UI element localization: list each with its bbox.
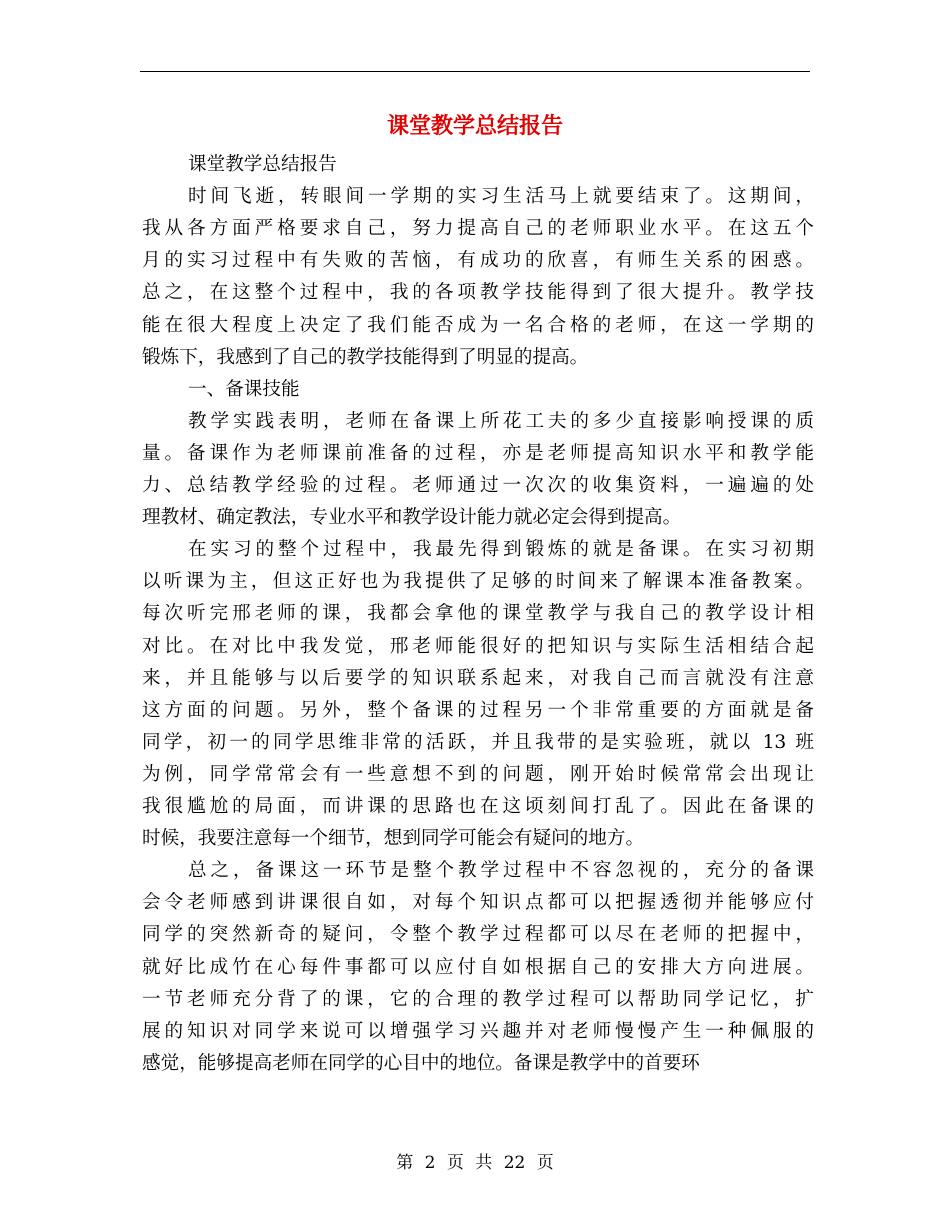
text-line: 同学的突然新奇的疑问，令整个教学过程都可以尽在老师的把握中，: [142, 924, 814, 945]
text-line: 同学，初一的同学思维非常的活跃，并且我带的是实验班，就以 13 班: [142, 732, 814, 753]
text-line: 理教材、确定教法，专业水平和教学设计能力就必定会得到提高。: [142, 507, 682, 528]
page-number: 第 2 页 共 22 页: [396, 1153, 554, 1173]
text-line: 我很尴尬的局面，而讲课的思路也在这顷刻间打乱了。因此在备课的: [142, 796, 814, 817]
document-title: 课堂教学总结报告: [386, 114, 563, 139]
text-line: 锻炼下，我感到了自己的教学技能得到了明显的提高。: [142, 347, 589, 368]
text-line: 来，并且能够与以后要学的知识联系起来，对我自己而言就没有注意: [142, 668, 814, 689]
header-rule: [140, 71, 810, 72]
text-line: 月的实习过程中有失败的苦恼，有成功的欣喜，有师生关系的困惑。: [142, 250, 814, 271]
text-line: 以听课为主，但这正好也为我提供了足够的时间来了解课本准备教案。: [142, 571, 814, 592]
text-line: 时间飞逝，转眼间一学期的实习生活马上就要结束了。这期间，: [188, 186, 814, 207]
text-line: 在实习的整个过程中，我最先得到锻炼的就是备课。在实习初期: [188, 539, 814, 560]
text-line: 我从各方面严格要求自己，努力提高自己的老师职业水平。在这五个: [142, 218, 814, 239]
text-line: 为例，同学常常会有一些意想不到的问题，刚开始时候常常会出现让: [142, 764, 814, 785]
text-line: 总之，在这整个过程中，我的各项教学技能得到了很大提升。教学技: [142, 282, 814, 303]
text-line: 力、总结教学经验的过程。老师通过一次次的收集资料，一遍遍的处: [142, 475, 814, 496]
text-line: 每次听完邢老师的课，我都会拿他的课堂教学与我自己的教学设计相: [142, 603, 814, 624]
text-line: 会令老师感到讲课很自如，对每个知识点都可以把握透彻并能够应付: [142, 892, 814, 913]
text-line: 教学实践表明，老师在备课上所花工夫的多少直接影响授课的质: [188, 411, 814, 432]
text-line: 量。备课作为老师课前准备的过程，亦是老师提高知识水平和教学能: [142, 443, 814, 464]
text-line: 对比。在对比中我发觉，邢老师能很好的把知识与实际生活相结合起: [142, 636, 814, 657]
text-line: 课堂教学总结报告: [188, 154, 337, 175]
text-line: 一、备课技能: [188, 379, 300, 400]
text-line: 总之，备课这一环节是整个教学过程中不容忽视的，充分的备课: [188, 860, 814, 881]
text-line: 这方面的问题。另外，整个备课的过程另一个非常重要的方面就是备: [142, 700, 814, 721]
text-line: 时候，我要注意每一个细节，想到同学可能会有疑问的地方。: [142, 828, 645, 849]
text-line: 展的知识对同学来说可以增强学习兴趣并对老师慢慢产生一种佩服的: [142, 1021, 814, 1042]
text-line: 一节老师充分背了的课，它的合理的教学过程可以帮助同学记忆，扩: [142, 989, 814, 1010]
text-line: 就好比成竹在心每件事都可以应付自如根据自己的安排大方向进展。: [142, 957, 814, 978]
text-line: 感觉，能够提高老师在同学的心目中的地位。备课是教学中的首要环: [142, 1053, 700, 1074]
text-line: 能在很大程度上决定了我们能否成为一名合格的老师，在这一学期的: [142, 315, 814, 336]
